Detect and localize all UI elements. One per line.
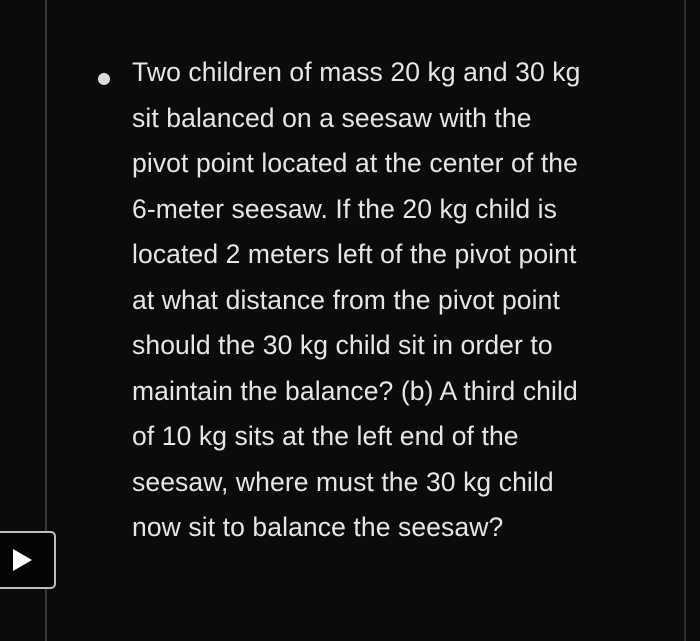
question-line-6: at what distance from the pivot point — [132, 284, 560, 315]
right-margin-rule — [684, 0, 686, 641]
question-line-8: maintain the balance? (b) A third child — [132, 375, 578, 406]
question-line-11: now sit to balance the seesaw? — [132, 512, 504, 542]
question-line-4: 6-meter seesaw. If the 20 kg child is — [132, 193, 557, 224]
question-text — [132, 50, 652, 551]
play-icon — [13, 549, 32, 571]
question-line-1: Two children of mass 20 kg and 30 kg — [132, 57, 581, 87]
question-line-2: sit balanced on a seesaw with the — [132, 102, 532, 133]
question-line-9: of 10 kg sits at the left end of the — [132, 421, 519, 451]
bullet-list-item — [92, 50, 652, 551]
question-line-5: located 2 meters left of the pivot point — [132, 239, 577, 269]
bullet-dot-icon — [98, 73, 110, 85]
question-line-10: seesaw, where must the 30 kg child — [132, 466, 554, 497]
question-line-7: should the 30 kg child sit in order to — [132, 330, 553, 360]
question-line-3: pivot point located at the center of the — [132, 148, 578, 178]
question-block — [92, 50, 652, 551]
play-button[interactable] — [0, 531, 56, 589]
